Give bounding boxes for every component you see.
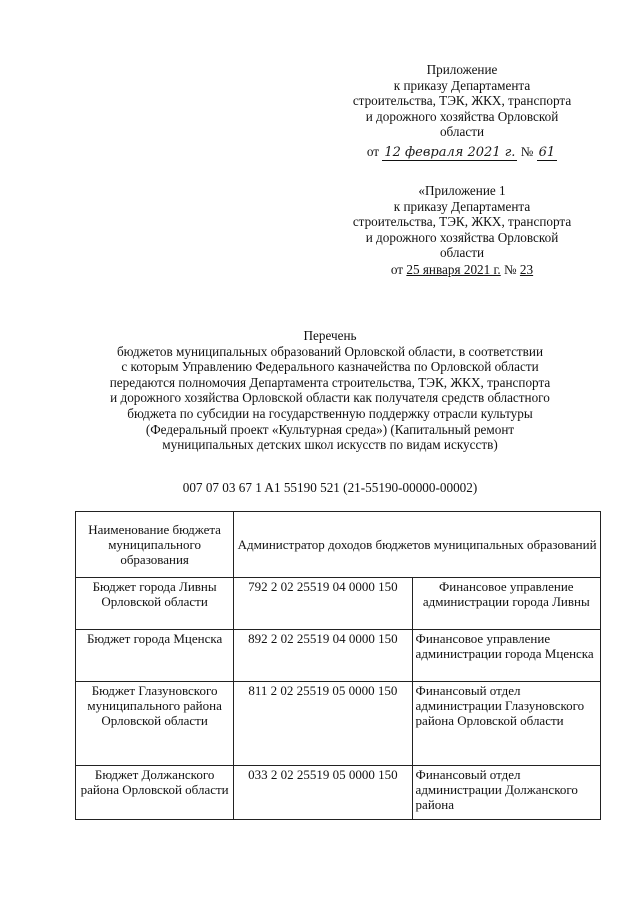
table-row xyxy=(76,630,601,682)
budget-classification-code: 007 07 03 67 1 A1 55190 521 (21-55190-00000-00002) xyxy=(182,480,478,495)
administrator-cell: Финансовый отдел администрации Должанского района xyxy=(412,766,600,820)
budget-administrators-table xyxy=(75,511,601,820)
appendix-line: строительства, ТЭК, ЖКХ, транспорта xyxy=(352,214,572,230)
title-line: Перечень xyxy=(303,328,357,343)
budget-name-cell: Бюджет города Мценска xyxy=(76,630,234,682)
budget-name-cell: Бюджет города Ливны Орловской области xyxy=(76,578,234,630)
title-line: передаются полномочия Департамента строительства, ТЭК, ЖКХ, транспорта xyxy=(109,374,551,390)
appendix-line: Приложение xyxy=(426,62,498,77)
budget-name-cell: Бюджет Глазуновского муниципального района Орловской области xyxy=(76,682,234,766)
title-line: с которым Управлению Федерального казначейства по Орловской области xyxy=(121,359,539,375)
title-line: бюджета по субсидии на государственную поддержку отрасли культуры xyxy=(127,405,533,421)
appendix-date: 25 января 2021 г. xyxy=(406,261,501,277)
title-line: и дорожного хозяйства Орловской области как получателя средств областного xyxy=(110,390,550,406)
administrator-cell: Финансовое управление администрации города Мценска xyxy=(412,630,600,682)
appendix-line: и дорожного хозяйства Орловской xyxy=(365,229,559,245)
date-prefix: от xyxy=(366,143,380,159)
header-revenue-administrator: Администратор доходов бюджетов муниципальных образований xyxy=(234,512,601,578)
appendix-line: и дорожного хозяйства Орловской xyxy=(365,108,559,124)
table-row xyxy=(76,766,601,820)
appendix-line: «Приложение 1 xyxy=(418,183,506,198)
handwritten-number: 61 xyxy=(538,144,556,160)
title-line: бюджетов муниципальных образований Орловской области, в соответствии xyxy=(116,343,544,359)
table-row xyxy=(76,682,601,766)
title-line: муниципальных детских школ искусств по видам искусств) xyxy=(162,437,498,453)
number-prefix: № xyxy=(504,261,517,277)
appendix-date-line xyxy=(332,144,592,161)
budget-code-cell: 811 2 02 25519 05 0000 150 xyxy=(234,682,412,766)
document-title xyxy=(60,328,600,453)
administrator-cell: Финансовое управление администрации города Ливны xyxy=(412,578,600,630)
budget-code-cell: 792 2 02 25519 04 0000 150 xyxy=(234,578,412,630)
appendix-original-header xyxy=(332,183,592,278)
table-header-row xyxy=(76,512,601,578)
budget-code-cell: 033 2 02 25519 05 0000 150 xyxy=(234,766,412,820)
appendix-line: области xyxy=(439,124,485,140)
appendix-line: строительства, ТЭК, ЖКХ, транспорта xyxy=(352,93,572,109)
appendix-date-line xyxy=(332,262,592,278)
date-prefix: от xyxy=(390,261,404,277)
administrator-cell: Финансовый отдел администрации Глазуновского района Орловской области xyxy=(412,682,600,766)
header-budget-name: Наименование бюджета муниципального образования xyxy=(76,512,234,578)
table-row xyxy=(76,578,601,630)
budget-name-cell: Бюджет Должанского района Орловской области xyxy=(76,766,234,820)
number-prefix: № xyxy=(520,143,534,159)
appendix-current-header xyxy=(332,62,592,161)
budget-code-cell: 892 2 02 25519 04 0000 150 xyxy=(234,630,412,682)
title-line: (Федеральный проект «Культурная среда») (Капитальный ремонт xyxy=(145,421,515,437)
appendix-number: 23 xyxy=(519,261,534,277)
appendix-line: области xyxy=(439,245,485,261)
appendix-line: к приказу Департамента xyxy=(393,77,531,93)
appendix-line: к приказу Департамента xyxy=(393,198,531,214)
handwritten-date: 12 февраля 2021 г. xyxy=(384,144,516,160)
